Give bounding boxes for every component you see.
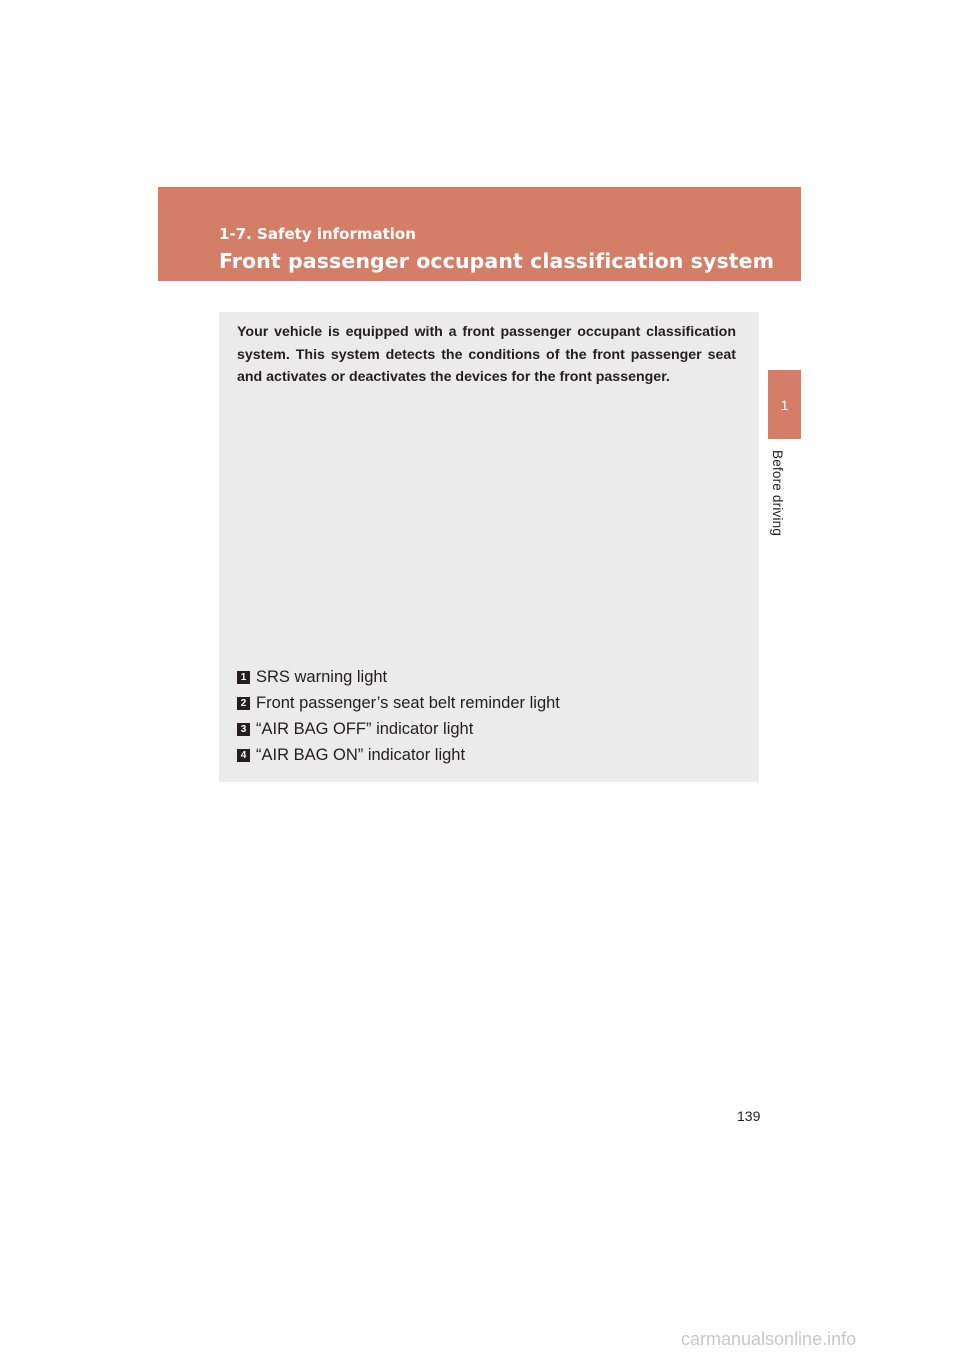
legend-label: Front passenger’s seat belt reminder light	[256, 693, 560, 712]
legend-label: SRS warning light	[256, 667, 388, 686]
legend-item	[237, 716, 560, 742]
chapter-label: Before driving	[770, 450, 785, 537]
number-marker-icon: 2	[237, 697, 250, 710]
content-box	[219, 312, 759, 782]
chapter-tab	[768, 370, 801, 439]
section-label: 1-7. Safety information	[219, 225, 416, 243]
legend-label: “AIR BAG OFF” indicator light	[256, 719, 474, 738]
page-title: Front passenger occupant classification system	[219, 249, 775, 273]
legend-item	[237, 664, 560, 690]
header-band	[158, 187, 801, 281]
legend-item	[237, 742, 560, 768]
legend-label: “AIR BAG ON” indicator light	[256, 745, 466, 764]
number-marker-icon: 1	[237, 671, 250, 684]
indicator-legend	[237, 664, 560, 768]
page-number: 139	[737, 1108, 761, 1124]
number-marker-icon: 4	[237, 749, 250, 762]
legend-item	[237, 690, 560, 716]
chapter-number: 1	[780, 396, 789, 413]
intro-paragraph: Your vehicle is equipped with a front passenger occupant classification system. This system detects the conditions of the front passenger seat and activates or deactivates the devices for the front passenger.	[237, 324, 736, 385]
watermark: carmanualsonline.info	[681, 1329, 857, 1349]
number-marker-icon: 3	[237, 723, 250, 736]
